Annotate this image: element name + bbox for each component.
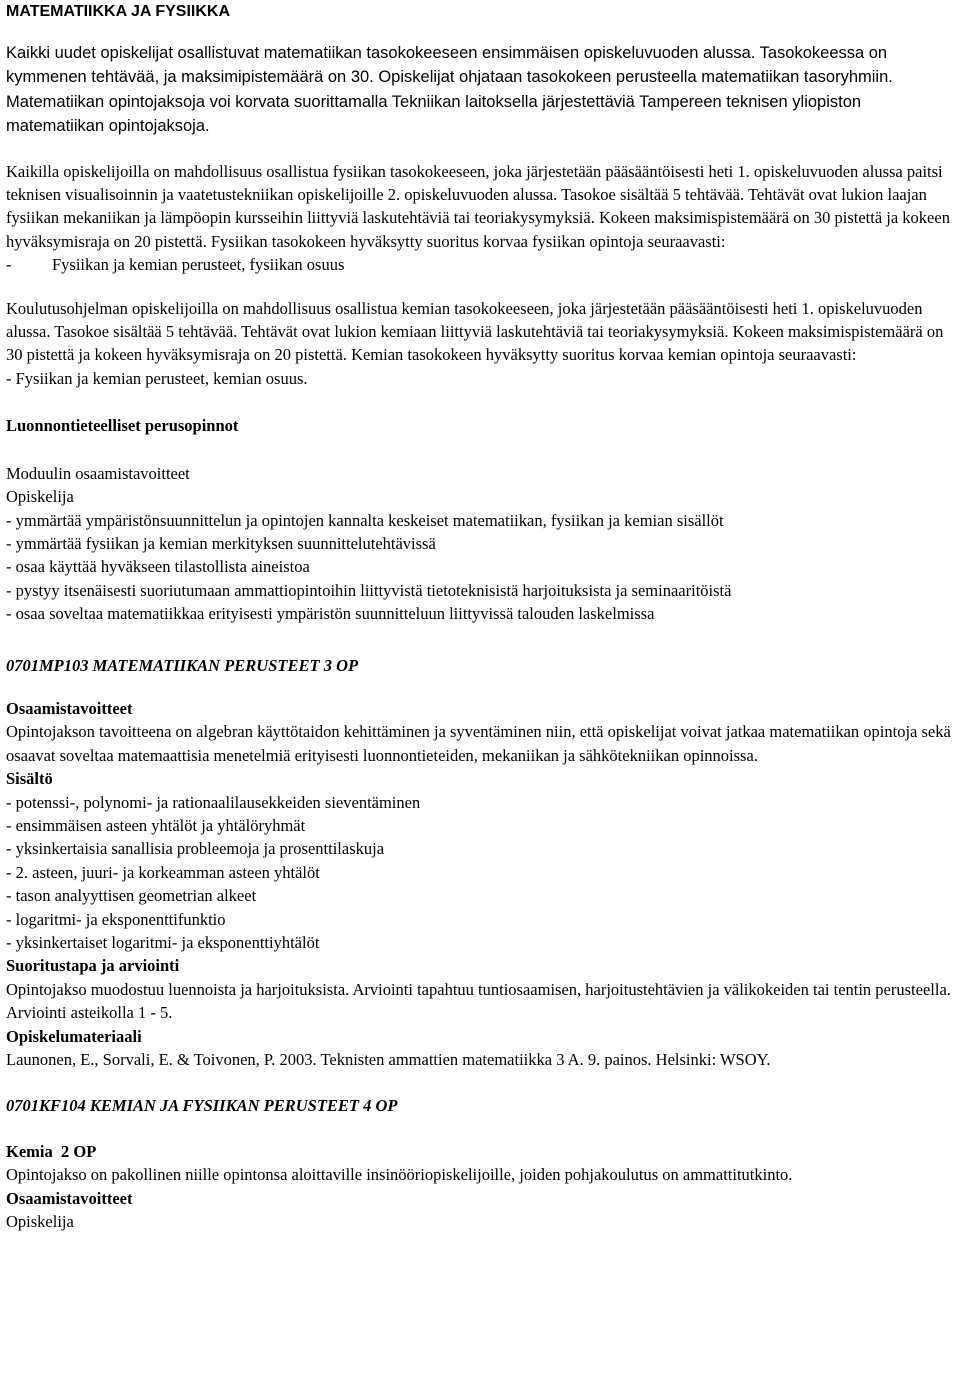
course1-method-label: Suoritustapa ja arviointi — [6, 956, 180, 976]
chemistry-intro-part-4: Kokeen maksimispistemäärä on 30 pistettä ja kokeen hyväksymisraja on 20 pistettä. — [6, 322, 944, 365]
chemistry-intro-part-3: Tehtävät ovat lukion kemiaan liittyviä laskutehtäviä tai teoriakysymyksiä. — [241, 322, 729, 342]
math-intro-sentence-2: Matematiikan opintojaksoja voi korvata suorittamalla Tekniikan laitoksella järjestettäviä Tampereen teknisen yliopiston matematiikan opintojaksoja. — [6, 92, 862, 136]
course1-content-item: - ensimmäisen asteen yhtälöt ja yhtälöryhmät — [6, 815, 306, 835]
module-goal-item: - osaa käyttää hyväkseen tilastollista aineistoa — [6, 557, 310, 577]
course2-student-label: Opiskelija — [6, 1212, 74, 1232]
physics-intro-part-2: Tehtävät ovat lukion laajan fysiikan mekaniikan ja lämpöopin kursseihin liittyviä laskutehtäviä tai teoriakysymyksiä. — [6, 185, 927, 228]
course2-subtitle: Kemia 2 OP — [6, 1141, 97, 1161]
physics-intro-paragraph — [6, 160, 956, 254]
course1-content-item: - logaritmi- ja eksponenttifunktio — [6, 909, 226, 929]
chemistry-intro-paragraph — [6, 297, 956, 367]
document-page — [6, 0, 956, 1233]
physics-replacement-item — [6, 253, 956, 276]
chemistry-intro-part-5: Kemian tasokokeen hyväksytty suoritus korvaa kemian opintoja seuraavasti: — [351, 345, 857, 365]
course1-content-item: - 2. asteen, juuri- ja korkeamman asteen yhtälöt — [6, 862, 320, 882]
course1-title: 0701MP103 MATEMATIIKAN PERUSTEET 3 OP — [6, 655, 359, 675]
course1-goals-text: Opintojakson tavoitteena on algebran käyttötaidon kehittäminen ja syventäminen niin, että opiskelijat voivat jatkaa matematiikan opintoja sekä osaavat soveltaa matemaattisia menetelmiä erityisesti luonnontieteiden, mekaniikan ja sähkötekniikan opinnoissa. — [6, 722, 951, 765]
course1-material-text: Launonen, E., Sorvali, E. & Toivonen, P. 2003. Teknisten ammattien matematiikka 3 A. 9. painos. Helsinki: WSOY. — [6, 1050, 771, 1070]
chemistry-replacement-item: - Fysiikan ja kemian perusteet, kemian osuus. — [6, 368, 308, 388]
physics-intro-part-3: Kokeen maksimispistemäärä on 30 pistettä ja kokeen hyväksymisraja on 20 pistettä. — [6, 208, 950, 251]
section-title: Luonnontieteelliset perusopinnot — [6, 416, 239, 436]
physics-replacement-text: Fysiikan ja kemian perusteet, fysiikan osuus — [52, 255, 345, 275]
math-intro-paragraph — [6, 41, 956, 139]
physics-intro-part-4: Fysiikan tasokokeen hyväksytty suoritus korvaa fysiikan opintoja seuraavasti: — [210, 231, 726, 251]
module-goal-item: - pystyy itsenäisesti suoriutumaan ammattiopintoihin liittyvistä tietoteknisistä harjoituksista ja seminaaritöistä — [6, 580, 732, 600]
course1-content-item: - potenssi-, polynomi- ja rationaalilausekkeiden sieventäminen — [6, 792, 421, 812]
physics-intro-part-1: Kaikilla opiskelijoilla on mahdollisuus osallistua fysiikan tasokokeeseen, joka järjestetään pääsääntöisesti heti 1. opiskeluvuoden alussa paitsi teknisen visualisoinnin ja vaatetustekniikan opiskelijoille 2. opiskeluvuoden alussa. Tasokoe sisältää 5 tehtävää. — [6, 161, 943, 205]
course1-grading: Arviointi asteikolla 1 - 5. — [6, 1003, 173, 1023]
list-dash: - — [6, 255, 12, 275]
course1-content-item: - yksinkertaiset logaritmi- ja eksponenttiyhtälöt — [6, 933, 320, 952]
course1-method-text: Opintojakso muodostuu luennoista ja harjoituksista. Arviointi tapahtuu tuntiosaamisen, harjoitustehtävien ja välikokeiden tai tentin perusteella. — [6, 979, 951, 999]
course1-content-item: - tason analyyttisen geometrian alkeet — [6, 886, 257, 906]
course1-material-label: Opiskelumateriaali — [6, 1026, 142, 1046]
course1-content-item: - yksinkertaisia sanallisia probleemoja ja prosenttilaskuja — [6, 839, 385, 859]
chemistry-intro-part-2: Tasokoe sisältää 5 tehtävää. — [54, 322, 238, 342]
course1-content-label: Sisältö — [6, 769, 53, 789]
module-student-label: Opiskelija — [6, 487, 74, 507]
module-goal-item: - ymmärtää ympäristönsuunnittelun ja opintojen kannalta keskeiset matematiikan, fysiikan ja kemian sisällöt — [6, 510, 724, 530]
course2-intro-text: Opintojakso on pakollinen niille opintonsa aloittaville insinööriopiskelijoille, joiden pohjakoulutus on ammattitutkinto. — [6, 1165, 793, 1185]
module-goal-item: - ymmärtää fysiikan ja kemian merkityksen suunnittelutehtävissä — [6, 533, 436, 553]
chemistry-intro-part-1: Koulutusohjelman opiskelijoilla on mahdollisuus osallistua kemian tasokokeeseen, joka järjestetään pääsääntöisesti heti 1. opiskeluvuoden alussa. — [6, 298, 923, 342]
module-goals-label: Moduulin osaamistavoitteet — [6, 463, 190, 483]
course1-goals-label: Osaamistavoitteet — [6, 698, 133, 718]
course2-title: 0701KF104 KEMIAN JA FYSIIKAN PERUSTEET 4 OP — [6, 1096, 398, 1116]
page-heading: MATEMATIIKKA JA FYSIIKKA — [6, 3, 230, 20]
module-goal-item: - osaa soveltaa matematiikkaa erityisesti ympäristön suunnitteluun liittyvissä talouden laskelmissa — [6, 604, 655, 624]
math-intro-sentence-1: Kaikki uudet opiskelijat osallistuvat matematiikan tasokokeeseen ensimmäisen opiskeluvuoden alussa. Tasokokeessa on kymmenen tehtävää, ja maksimipistemäärä on 30. Opiskelijat ohjataan tasokokeen perusteella matematiikan tasoryhmiin. — [6, 44, 893, 87]
course2-goals-label: Osaamistavoitteet — [6, 1188, 133, 1208]
